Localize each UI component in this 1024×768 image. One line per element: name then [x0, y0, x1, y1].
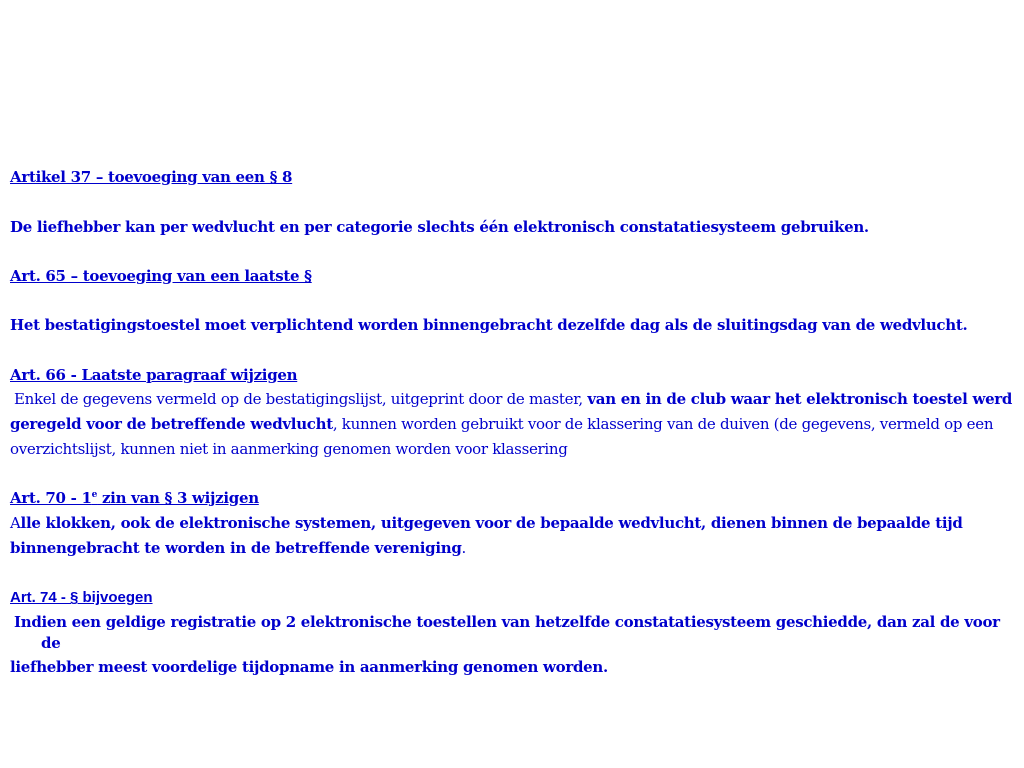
art70-heading-sup: e: [91, 490, 98, 500]
art70-line1-bold: lle klokken, ook de elektronische systemen, uitgegeven voor de bepaalde wedvlucht, dienen binnen de bepaalde tijd: [20, 514, 963, 532]
section-body-art70-line1: [10, 514, 963, 532]
art70-heading-post: zin van § 3 wijzigen: [97, 489, 259, 507]
art66-line1-bold: van en in de club waar het elektronisch toestel werd: [587, 390, 1013, 408]
section-heading-art66: Art. 66 - Laatste paragraaf wijzigen: [10, 366, 298, 384]
art70-line1-initial: A: [10, 514, 21, 532]
section-heading-art74: Art. 74 - § bijvoegen: [10, 589, 153, 606]
art66-line1-normal: Enkel de gegevens vermeld op de bestatigingslijst, uitgeprint door de master,: [14, 390, 588, 408]
section-body-art37: De liefhebber kan per wedvlucht en per categorie slechts één elektronisch constatatiesysteem gebruiken.: [10, 218, 869, 236]
section-body-art74-line1: Indien een geldige registratie op 2 elektronische toestellen van hetzelfde constatatiesysteem geschiedde, dan zal de voor: [14, 613, 1000, 631]
section-body-art66-line3: overzichtslijst, kunnen niet in aanmerking genomen worden voor klassering: [10, 440, 568, 458]
section-body-art70-line2: [10, 539, 466, 557]
section-body-art66-line2: [10, 415, 993, 433]
art70-line2-end: .: [461, 539, 467, 557]
section-heading-art70: [10, 489, 259, 507]
section-body-art66-line1: [14, 390, 1012, 408]
section-body-art74-line3: liefhebber meest voordelige tijdopname in aanmerking genomen worden.: [10, 658, 608, 676]
section-body-art74-line2: de: [41, 634, 61, 652]
section-heading-art37: Artikel 37 – toevoeging van een § 8: [10, 168, 293, 186]
art66-line2-bold: geregeld voor de betreffende wedvlucht: [10, 415, 333, 433]
art70-line2-bold: binnengebracht te worden in de betreffende vereniging: [10, 539, 462, 557]
section-heading-art65: Art. 65 – toevoeging van een laatste §: [10, 267, 312, 285]
art70-heading-pre: Art. 70 - 1: [10, 489, 92, 507]
section-body-art65: Het bestatigingstoestel moet verplichtend worden binnengebracht dezelfde dag als de sluitingsdag van de wedvlucht.: [10, 316, 968, 334]
art66-line2-normal: , kunnen worden gebruikt voor de klassering van de duiven (de gegevens, vermeld op een: [332, 415, 994, 433]
